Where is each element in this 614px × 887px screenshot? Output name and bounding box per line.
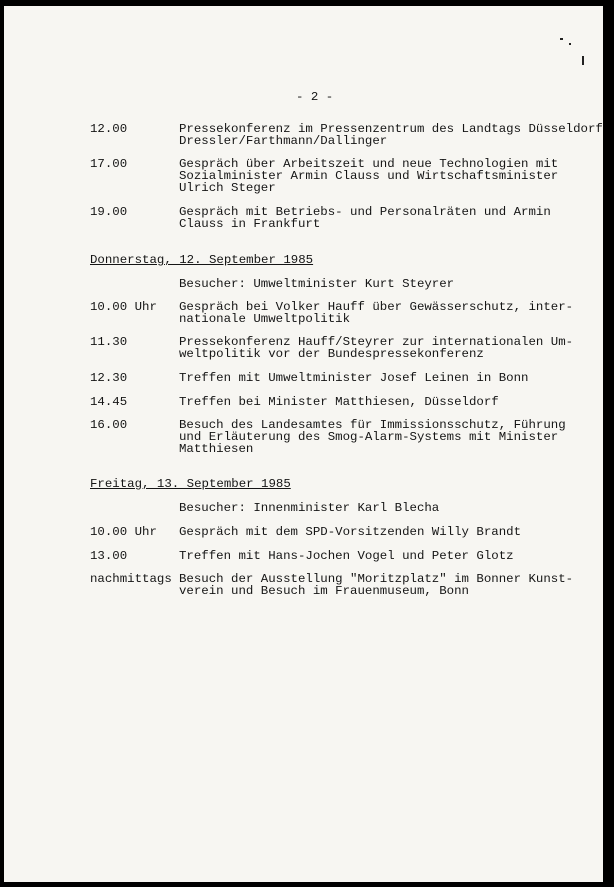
page-number: - 2 - xyxy=(296,90,334,104)
entry-time: 12.30 xyxy=(90,371,128,385)
entry-text-line: Ulrich Steger xyxy=(179,181,276,195)
entry-text-line: nationale Umweltpolitik xyxy=(179,312,351,326)
entry-time: 17.00 xyxy=(90,157,128,171)
entry-text-line: Pressekonferenz im Pressenzentrum des Landtags Düsseldorf xyxy=(179,122,603,136)
entry-time: 14.45 xyxy=(90,395,128,409)
entry-text-line: Gespräch mit Betriebs- und Personalräten und Armin xyxy=(179,205,551,219)
speck-mark xyxy=(569,43,571,45)
entry-time: 12.00 xyxy=(90,122,128,136)
entry-text-line: und Erläuterung des Smog-Alarm-Systems mit Minister xyxy=(179,430,559,444)
entry-text-line: Gespräch über Arbeitszeit und neue Technologien mit xyxy=(179,157,559,171)
entry-text-line: Sozialminister Armin Clauss und Wirtschaftsminister xyxy=(179,169,559,183)
corner-mark xyxy=(582,56,584,65)
day-heading: Freitag, 13. September 1985 xyxy=(90,477,291,491)
entry-text-line: Pressekonferenz Hauff/Steyrer zur internationalen Um- xyxy=(179,335,574,349)
day-heading: Donnerstag, 12. September 1985 xyxy=(90,253,314,267)
entry-text-line: Treffen mit Umweltminister Josef Leinen in Bonn xyxy=(179,371,529,385)
entry-time: 10.00 Uhr xyxy=(90,525,157,539)
speck-mark xyxy=(560,38,563,40)
entry-time: 10.00 Uhr xyxy=(90,300,157,314)
entry-text-line: Dressler/Farthmann/Dallinger xyxy=(179,134,388,148)
entry-time: 11.30 xyxy=(90,335,128,349)
entry-time: 19.00 xyxy=(90,205,128,219)
visitor-line: Besucher: Umweltminister Kurt Steyrer xyxy=(179,277,455,291)
document-page xyxy=(4,6,603,882)
entry-text-line: Matthiesen xyxy=(179,442,254,456)
entry-time: 16.00 xyxy=(90,418,128,432)
entry-text-line: Treffen mit Hans-Jochen Vogel und Peter Glotz xyxy=(179,549,514,563)
entry-text-line: Besuch des Landesamtes für Immissionsschutz, Führung xyxy=(179,418,566,432)
entry-text-line: verein und Besuch im Frauenmuseum, Bonn xyxy=(179,584,469,598)
entry-time: 13.00 xyxy=(90,549,128,563)
entry-time: nachmittags xyxy=(90,572,172,586)
entry-text-line: Gespräch bei Volker Hauff über Gewässerschutz, inter- xyxy=(179,300,574,314)
visitor-line: Besucher: Innenminister Karl Blecha xyxy=(179,501,440,515)
entry-text-line: Besuch der Ausstellung "Moritzplatz" im Bonner Kunst- xyxy=(179,572,574,586)
entry-text-line: Gespräch mit dem SPD-Vorsitzenden Willy Brandt xyxy=(179,525,522,539)
entry-text-line: Treffen bei Minister Matthiesen, Düsseldorf xyxy=(179,395,499,409)
entry-text-line: weltpolitik vor der Bundespressekonferenz xyxy=(179,347,484,361)
entry-text-line: Clauss in Frankfurt xyxy=(179,217,321,231)
